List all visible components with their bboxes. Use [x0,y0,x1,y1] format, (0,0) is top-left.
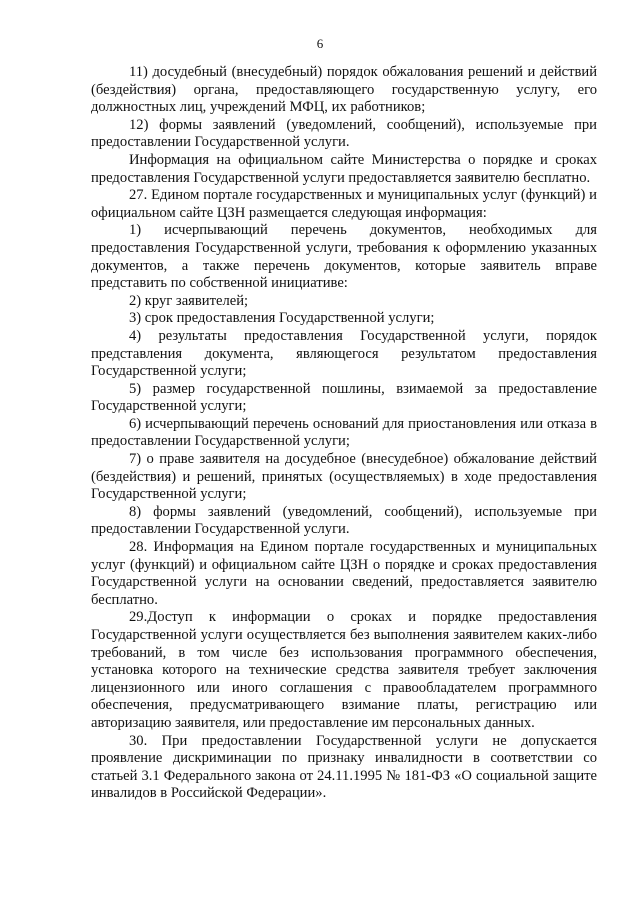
paragraph-27-item-3: 3) срок предоставления Государственной услуги; [129,310,435,327]
paragraph-section-28: 28. Информация на Едином портале государственных и муниципальных услуг (функций) и официальном сайте ЦЗН о порядке и сроках предоставления Государственной услуги на основании сведений, предоставляется заявителю бесплатно. [91,539,597,608]
paragraph-ministry-site-info: Информация на официальном сайте Министерства о порядке и сроках предоставления Государственной услуги предоставляется заявителю бесплатно. [91,151,597,186]
paragraph-section-27: 27. Едином портале государственных и муниципальных услуг (функций) и официальном сайте ЦЗН размещается следующая информация: [91,187,597,221]
paragraph-27-item-8: 8) формы заявлений (уведомлений, сообщений), используемые при предоставлении Государственной услуги. [91,503,597,538]
paragraph-27-item-5: 5) размер государственной пошлины, взимаемой за предоставление Государственной услуги; [91,380,597,415]
paragraph-section-29: 29.Доступ к информации о сроках и порядке предоставления Государственной услуги осуществляется без выполнения заявителем каких-либо требований, в том числе без использования программного обеспечения, установка которого на технические средства заявителя требует заключения лицензионного или иного соглашения с правообладателем программного обеспечения, предусматривающего взимание платы, регистрацию или авторизацию заявителя, или предоставление им персональных данных. [91,609,597,731]
paragraph-section-30: 30. При предоставлении Государственной услуги не допускается проявление дискриминации по признаку инвалидности в соответствии со статьей 3.1 Федерального закона от 24.11.1995 № 181-ФЗ «О социальной защите инвалидов в Российской Федерации». [91,732,597,802]
paragraph-27-item-6: 6) исчерпывающий перечень оснований для приостановления или отказа в предоставлении Государственной услуги; [91,415,597,450]
paragraph-27-item-2: 2) круг заявителей; [129,292,249,309]
paragraph-27-item-1: 1) исчерпывающий перечень документов, необходимых для предоставления Государственной услуги, требования к оформлению указанных документов, а также перечень документов, которые заявитель вправе представить по собственной инициативе: [91,222,597,292]
document-body [91,64,597,803]
paragraph-item-11: 11) досудебный (внесудебный) порядок обжалования решений и действий (бездействия) органа, предоставляющего государственную услугу, его должностных лиц, учреждений МФЦ, их работников; [91,64,597,116]
paragraph-27-item-4: 4) результаты предоставления Государственной услуги, порядок представления документа, являющегося результатом предоставления Государственной услуги; [91,327,597,380]
paragraph-27-item-7: 7) о праве заявителя на досудебное (внесудебное) обжалование действий (бездействия) и решений, принятых (осуществляемых) в ходе предоставления Государственной услуги; [91,451,597,503]
page-number: 6 [316,36,324,51]
paragraph-item-12: 12) формы заявлений (уведомлений, сообщений), используемые при предоставлении Государственной услуги. [91,116,597,151]
